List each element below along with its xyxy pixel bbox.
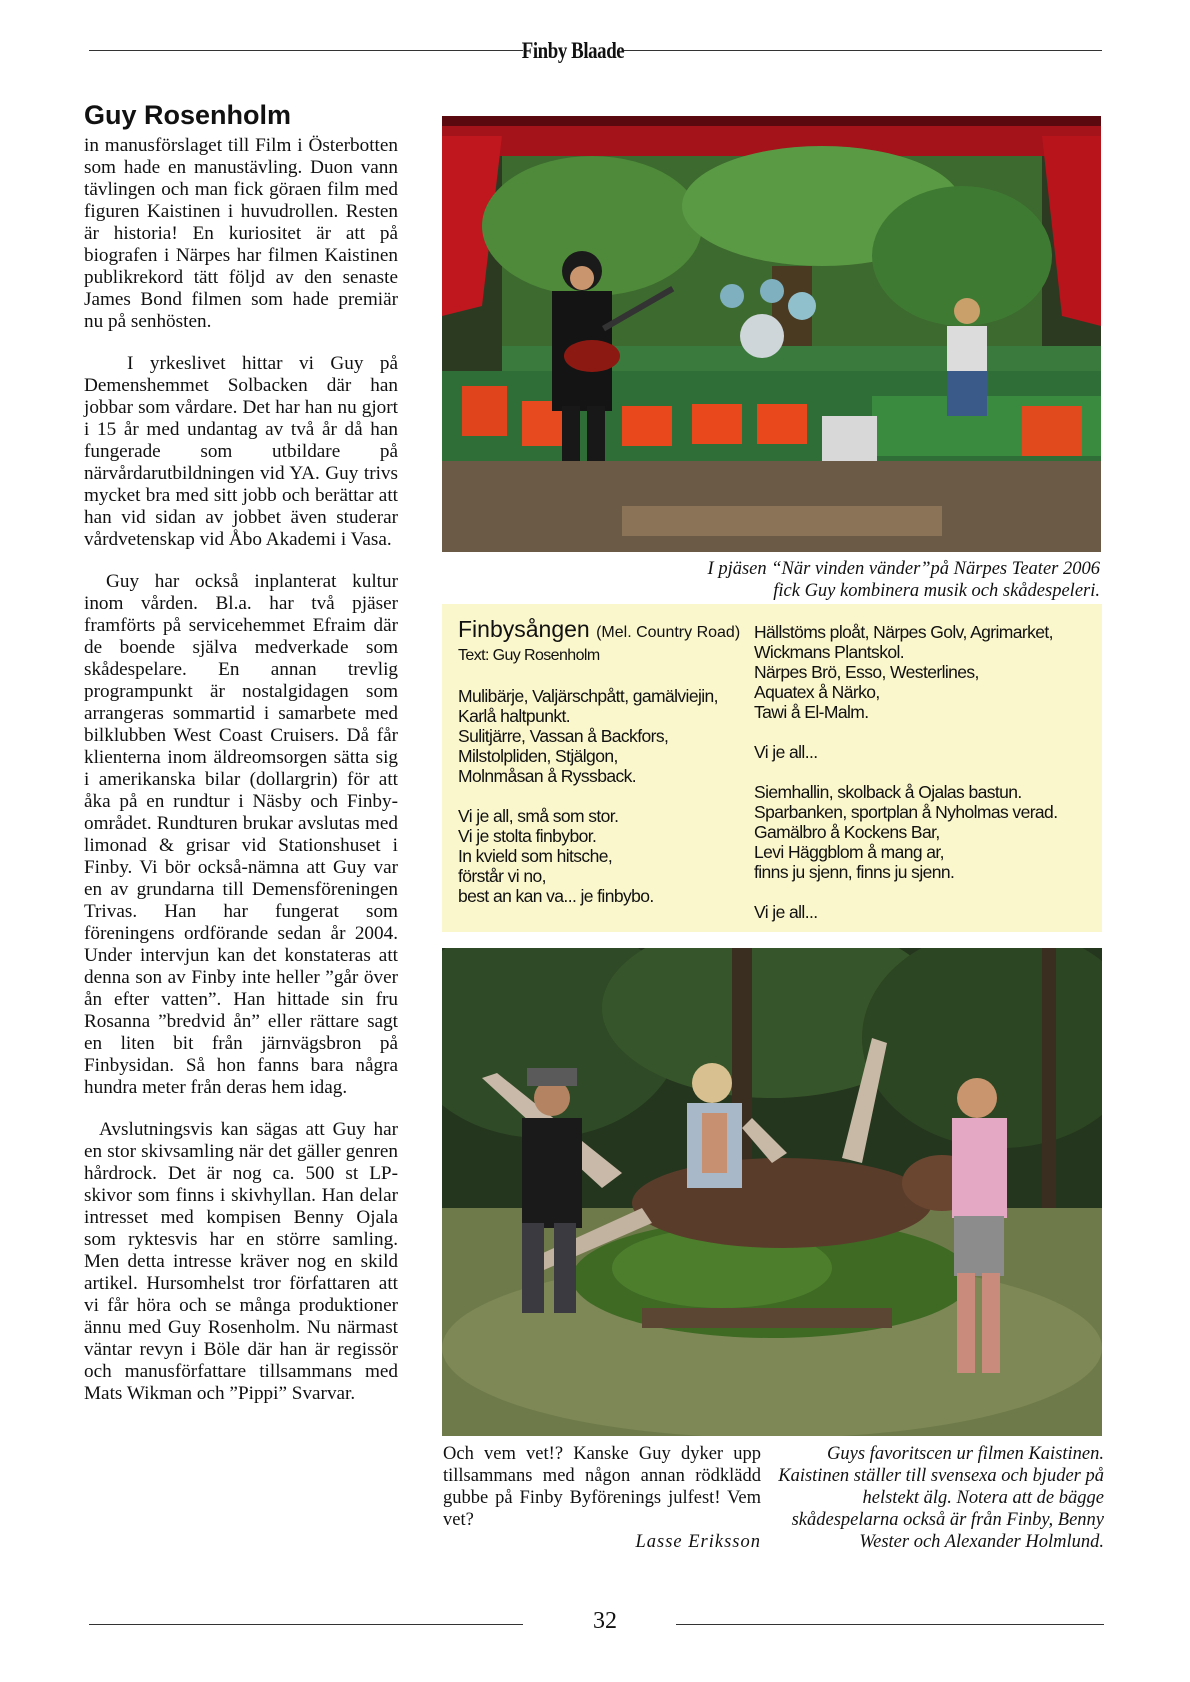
song-title-line bbox=[458, 616, 758, 646]
song-line: Sparbanken, sportplan å Nyholmas verad. bbox=[754, 802, 1058, 822]
song-lyrics-box bbox=[442, 604, 1102, 932]
footer-rule-right bbox=[676, 1624, 1104, 1625]
header-rule-right bbox=[624, 50, 1102, 51]
song-line: Wickmans Plantskol. bbox=[754, 642, 905, 662]
footer-rule-left bbox=[89, 1624, 523, 1625]
song-line: Vi je all... bbox=[754, 742, 818, 762]
song-line: finns ju sjenn, finns ju sjenn. bbox=[754, 862, 955, 882]
julfest-caption-text: Och vem vet!? Kanske Guy dyker upp tillsammans med någon annan rödklädd gubbe på Finby Byförenings julfest! Vem vet? bbox=[443, 1444, 761, 1530]
song-line: Mulibärje, Valjärschpått, gamälviejin, bbox=[458, 686, 718, 706]
song-column-right bbox=[754, 622, 1099, 922]
song-column-left bbox=[458, 616, 758, 906]
page-number: 32 bbox=[593, 1608, 617, 1634]
stage-photo-caption bbox=[600, 558, 1100, 602]
song-line: Levi Häggblom å mang ar, bbox=[754, 842, 944, 862]
song-line: In kvield som hitsche, bbox=[458, 846, 613, 866]
song-line: Gamälbro å Kockens Bar, bbox=[754, 822, 940, 842]
film-scene-photo bbox=[442, 948, 1102, 1436]
song-melody: (Mel. Country Road) bbox=[596, 624, 741, 641]
article-paragraph-4: Avslutningsvis kan sägas att Guy har en stor skivsamling när det gäller genren hårdrock. Det är nog ca. 500 st LP-skivor som finns i skivhyllan. Han delar intresset med kompisen Benny Ojala som ryktesvis har en större samling. Men detta intresse kräver nog en skild artikel. Hursomhelst tror författaren att vi får höra och se många produktioner ännu med Guy Rosenholm. Nu närmast väntar revyn i Böle där han är regissör och manusförfattare tillsammans med Mats Wikman och ”Pippi” Svarvar. bbox=[84, 1119, 398, 1404]
song-line: best an kan va... je finbybo. bbox=[458, 886, 654, 906]
song-stanza-gap bbox=[754, 882, 1099, 902]
film-scene-caption-text: Guys favoritscen ur filmen Kaistinen. Kaistinen ställer till svensexa och bjuder på helstekt älg. Notera att de bägge skådespelarna också är från Finby, Benny Wester och Alexander Holmlund. bbox=[778, 1444, 1104, 1552]
article-heading: Guy Rosenholm bbox=[84, 100, 292, 130]
song-line: Vi je all... bbox=[754, 902, 818, 922]
article-column bbox=[84, 100, 398, 1405]
stage-photo-caption-line2: fick Guy kombinera musik och skådespeleri. bbox=[773, 581, 1100, 601]
song-line: Milstolpliden, Stjälgon, bbox=[458, 746, 618, 766]
song-stanza-gap bbox=[754, 722, 1099, 742]
song-line: Tawi å El-Malm. bbox=[754, 702, 869, 722]
song-title: Finbysången bbox=[458, 616, 590, 642]
song-line: Siemhallin, skolback å Ojalas bastun. bbox=[754, 782, 1022, 802]
song-line: Vi je all, små som stor. bbox=[458, 806, 619, 826]
song-line: Vi je stolta finbybor. bbox=[458, 826, 597, 846]
song-stanza-gap bbox=[754, 762, 1099, 782]
article-paragraph-2: I yrkeslivet hittar vi Guy på Demenshemmet Solbacken där han jobbar som vårdare. Det har han nu gjort i 15 år med undantag av två år då han fungerade som utbildare på närvårdarutbildningen vid YA. Guy trivs mycket bra med sitt jobb och berättar att han vid sidan av jobbet även studerar vårdvetenskap vid Åbo Akademi i Vasa. bbox=[84, 353, 398, 550]
article-paragraph-1: in manusförslaget till Film i Österbotten som hade en manustävling. Duon vann tävlingen och man fick göraen film med figuren Kaistinen i huvudrollen. Resten är historia! En kuriositet är att på biografen i Närpes har filmen Kaistinen publikrekord tätt följd av den senaste James Bond filmen som hade premiär nu på senhösten. bbox=[84, 135, 398, 332]
song-line: Aquatex å Närko, bbox=[754, 682, 880, 702]
stage-photo bbox=[442, 116, 1101, 552]
song-line: Karlå haltpunkt. bbox=[458, 706, 571, 726]
song-line: Sulitjärre, Vassan å Backfors, bbox=[458, 726, 669, 746]
song-stanza-gap bbox=[458, 786, 758, 806]
song-line: förstår vi no, bbox=[458, 866, 546, 886]
song-text-credit: Text: Guy Rosenholm bbox=[458, 647, 600, 664]
song-line: Närpes Brö, Esso, Westerlines, bbox=[754, 662, 979, 682]
film-scene-caption bbox=[778, 1443, 1104, 1553]
song-line: Molnmåsan å Ryssback. bbox=[458, 766, 637, 786]
stage-photo-illustration bbox=[442, 116, 1101, 552]
author-byline: Lasse Eriksson bbox=[635, 1532, 761, 1552]
running-header-title: Finby Blaade bbox=[521, 38, 625, 63]
film-scene-illustration bbox=[442, 948, 1102, 1436]
stage-photo-caption-line1: I pjäsen “När vinden vänder”på Närpes Teater 2006 bbox=[707, 559, 1100, 579]
article-paragraph-3: Guy har också inplanterat kultur inom vården. Bl.a. har två pjäser framförts på servicehemmet Efraim där de boende själva medverkade som skådespelare. En annan trevlig programpunkt är nostalgidagen som arrangeras sommartid i samarbete med bilklubben West Coast Cruisers. Då får klienterna inom äldreomsorgen sätta sig i amerikanska bilar (dollargrin) för att åka på en rundtur i Näsby och Finby-området. Rundturen brukar avslutas med limonad & grisar vid Stationshuset i Finby. Vi bör också-nämna att Guy var en av grundarna till Demensföreningen Trivas. Han har fungerat som föreningens ordförande sedan år 2004. Under intervjun kan det konstateras att denna son av Finby inte heller ”går över ån efter vatten”. Han hittade sin fru Rosanna ”bredvid ån” eller rättare sagt en liten bit från järnvägsbron på Finbysidan. Så hon fanns bara några hundra meter från deras hem idag. bbox=[84, 571, 398, 1098]
header-rule-left bbox=[89, 50, 523, 51]
song-line: Hällstöms ploåt, Närpes Golv, Agrimarket, bbox=[754, 622, 1053, 642]
julfest-caption bbox=[443, 1443, 761, 1531]
